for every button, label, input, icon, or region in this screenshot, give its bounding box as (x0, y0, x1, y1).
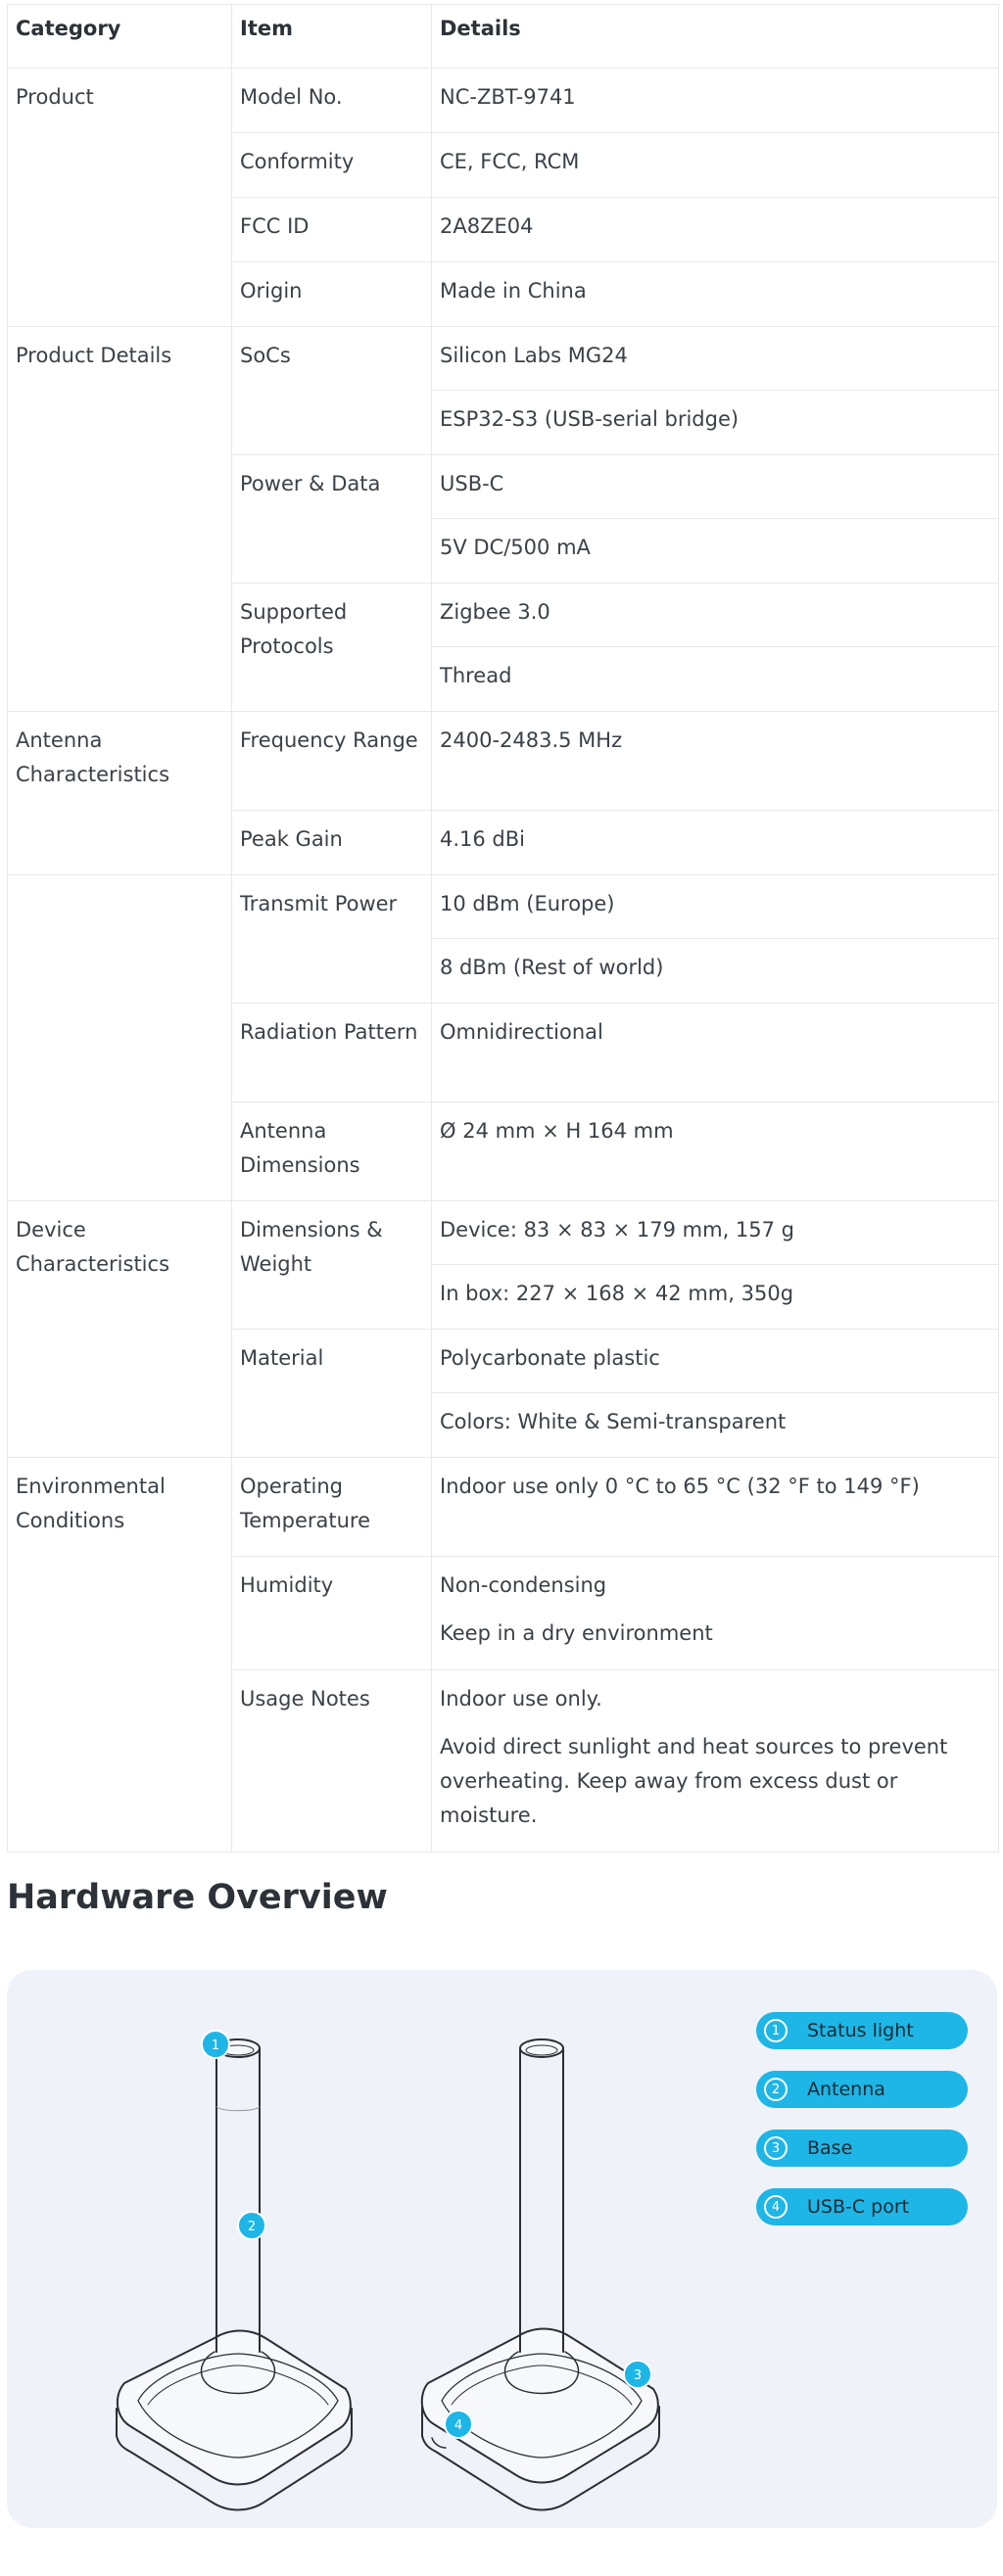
device-rear-view (422, 2039, 659, 2510)
category-cell (8, 875, 232, 1200)
item-cell: Transmit Power (232, 875, 432, 1003)
detail-cell: 2A8ZE04 (440, 214, 534, 238)
detail-cell: 5V DC/500 mA (440, 536, 591, 559)
item-cell: Conformity (232, 133, 432, 197)
detail-cell: Silicon Labs MG24 (432, 327, 998, 391)
item-cell: Material (232, 1330, 432, 1457)
group-environmental-conditions (8, 1458, 998, 1852)
detail-cell: Indoor use only. (440, 1687, 602, 1710)
callout-marker-2 (238, 2212, 265, 2239)
detail-cell: In box: 227 × 168 × 42 mm, 350g (440, 1282, 794, 1305)
header-item: Item (232, 5, 432, 68)
detail-cell: Ø 24 mm × H 164 mm (440, 1119, 674, 1143)
hardware-legend (756, 2012, 968, 2247)
category-cell: Product Details (8, 327, 232, 711)
item-cell: Operating Temperature (232, 1458, 432, 1556)
legend-label: Antenna (807, 2079, 885, 2100)
table-row (232, 1458, 998, 1557)
item-cell: Origin (232, 262, 432, 326)
detail-cell: Omnidirectional (440, 1020, 603, 1044)
item-cell: Usage Notes (232, 1670, 432, 1851)
detail-cell: 2400-2483.5 MHz (440, 728, 623, 752)
detail-cell: Device: 83 × 83 × 179 mm, 157 g (432, 1201, 998, 1265)
table-row (232, 133, 998, 198)
detail-cell: CE, FCC, RCM (440, 150, 580, 173)
table-row (232, 811, 998, 874)
table-row (232, 1004, 998, 1102)
svg-text:2: 2 (247, 2220, 257, 2234)
item-cell: Humidity (232, 1557, 432, 1669)
legend-label: Base (807, 2137, 853, 2159)
callout-marker-3 (624, 2361, 651, 2388)
item-cell: Model No. (232, 69, 432, 132)
legend-item-status-light (756, 2012, 968, 2049)
detail-cell: NC-ZBT-9741 (440, 85, 576, 109)
hardware-overview-card (7, 1970, 997, 2528)
detail-cell: Polycarbonate plastic (432, 1330, 998, 1393)
detail-cell: Avoid direct sunlight and heat sources to prevent overheating. Keep away from excess dust or moisture. (440, 1735, 948, 1827)
legend-item-base (756, 2130, 968, 2167)
table-row (232, 69, 998, 133)
hardware-overview-title: Hardware Overview (7, 1878, 388, 1917)
table-row (232, 712, 998, 811)
item-cell: Antenna Dimensions (232, 1102, 432, 1200)
spec-table (7, 4, 999, 1852)
legend-label: Status light (807, 2020, 914, 2041)
legend-number: 4 (764, 2195, 788, 2219)
callout-marker-4 (445, 2411, 472, 2438)
table-row (232, 875, 998, 1004)
category-cell: Antenna Characteristics (8, 712, 232, 874)
group-antenna-continued (8, 875, 998, 1201)
table-row (232, 1670, 998, 1851)
category-cell: Environmental Conditions (8, 1458, 232, 1851)
group-antenna-characteristics (8, 712, 998, 875)
table-row (232, 1102, 998, 1200)
item-cell: Radiation Pattern (232, 1004, 432, 1101)
legend-number: 3 (764, 2136, 788, 2160)
detail-cell: Keep in a dry environment (440, 1621, 713, 1645)
detail-cell: 10 dBm (Europe) (432, 875, 998, 939)
header-category: Category (8, 5, 232, 68)
item-cell: Frequency Range (232, 712, 432, 810)
table-row (232, 198, 998, 262)
table-row (232, 1330, 998, 1457)
svg-text:1: 1 (211, 2038, 220, 2053)
category-cell: Product (8, 69, 232, 326)
detail-cell: Thread (440, 664, 512, 687)
table-header-row (8, 5, 998, 69)
legend-item-usb-c-port (756, 2188, 968, 2225)
table-row (232, 262, 998, 326)
group-device-characteristics (8, 1201, 998, 1458)
table-row (232, 1201, 998, 1330)
legend-number: 1 (764, 2019, 788, 2042)
legend-item-antenna (756, 2071, 968, 2108)
detail-cell: USB-C (432, 455, 998, 519)
detail-cell: Made in China (440, 279, 587, 303)
group-product-details (8, 327, 998, 712)
table-row (232, 327, 998, 455)
table-row (232, 455, 998, 584)
device-front-view (117, 2039, 352, 2510)
callout-marker-1 (202, 2031, 229, 2058)
detail-cell: Non-condensing (440, 1573, 607, 1597)
item-cell: SoCs (232, 327, 432, 454)
detail-cell: ESP32-S3 (USB-serial bridge) (440, 407, 740, 431)
item-cell: Peak Gain (232, 811, 432, 874)
detail-cell: 4.16 dBi (440, 827, 526, 851)
legend-number: 2 (764, 2078, 788, 2101)
item-cell: FCC ID (232, 198, 432, 261)
detail-cell: Zigbee 3.0 (432, 584, 998, 647)
item-cell: Supported Protocols (232, 584, 432, 711)
svg-text:3: 3 (633, 2368, 643, 2383)
detail-cell: 8 dBm (Rest of world) (440, 956, 664, 979)
group-product (8, 69, 998, 327)
category-cell: Device Characteristics (8, 1201, 232, 1457)
legend-label: USB-C port (807, 2196, 910, 2218)
item-cell: Dimensions & Weight (232, 1201, 432, 1329)
header-details: Details (440, 17, 521, 40)
svg-text:4: 4 (454, 2418, 463, 2433)
detail-cell: Colors: White & Semi-transparent (440, 1410, 787, 1433)
detail-cell: Indoor use only 0 °C to 65 °C (32 °F to 149 °F) (440, 1475, 920, 1498)
item-cell: Power & Data (232, 455, 432, 583)
table-row (232, 584, 998, 711)
table-row (232, 1557, 998, 1670)
